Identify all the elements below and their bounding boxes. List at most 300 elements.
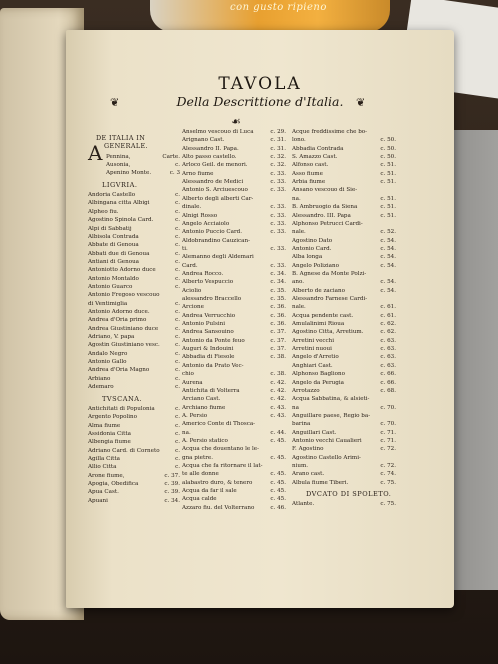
entry-name: Asso fiume	[292, 170, 323, 177]
entry-name: Ademaro	[88, 384, 114, 391]
entry-name: Alessandro Farnese Cardi-	[292, 296, 368, 302]
index-entry	[182, 270, 286, 278]
section-heading: TVSCANA.	[102, 394, 143, 403]
entry-name: Antonio da Prato Vec-	[182, 362, 244, 369]
entry-name: Albisola Contrada	[88, 233, 139, 240]
entry-page-ref: c. 36.	[270, 304, 286, 311]
index-entry	[88, 383, 180, 391]
entry-name: Alemanno degli Aldemari	[182, 254, 254, 261]
entry-page-ref: c. 54.	[380, 245, 396, 252]
entry-page-ref: c.	[175, 359, 180, 366]
entry-page-ref: c.	[175, 342, 180, 349]
entry-name: Alma fiume	[88, 422, 121, 429]
entry-page-ref: c. 43.	[270, 404, 286, 411]
entry-name: Archiano fiume	[182, 404, 226, 411]
entry-name: Arretini vecchi	[292, 337, 335, 344]
entry-page-ref: c. 39.	[164, 489, 180, 496]
index-entry	[182, 228, 286, 236]
entry-name: Arbia fiume	[292, 179, 326, 186]
index-entry	[182, 412, 286, 420]
index-entry	[292, 379, 396, 387]
entry-name: Arrotazzo	[292, 387, 320, 394]
entry-name: Andrea Rocco.	[182, 270, 224, 277]
entry-page-ref: c.	[175, 350, 180, 357]
entry-page-ref: c. 50.	[380, 145, 396, 152]
entry-name: Angelo d'Arretio	[292, 354, 339, 361]
index-entry	[182, 161, 286, 169]
entry-name: Amulalinimi Rioua	[292, 321, 345, 328]
entry-page-ref: c. 52.	[380, 229, 396, 236]
index-entry	[292, 412, 396, 420]
entry-page-ref: c.	[175, 325, 180, 332]
index-entry	[182, 479, 286, 487]
entry-name: Atlante.	[292, 501, 315, 508]
index-entry	[292, 370, 396, 378]
entry-name: Antonio da Ponte feuo	[182, 337, 245, 344]
entry-name: Andrea Verrucchio	[182, 312, 236, 319]
entry-page-ref: c. 50.	[380, 154, 396, 161]
index-entry	[292, 278, 396, 286]
entry-page-ref: c.	[175, 208, 180, 215]
index-entry	[88, 455, 180, 463]
entry-name: Acque freddissime che bo-	[292, 129, 368, 135]
entry-name: alessandro Braccello	[182, 296, 242, 302]
entry-name: Antonio Montaldo	[88, 275, 139, 282]
entry-name: Andoria Castello	[88, 192, 136, 199]
entry-page-ref: c. 35.	[270, 296, 286, 302]
entry-name: Antonio Puccio Card.	[182, 229, 243, 236]
index-entry	[88, 275, 180, 283]
index-entry	[88, 430, 180, 438]
index-entry	[182, 379, 286, 387]
index-entry	[182, 136, 286, 144]
entry-name: lono.	[292, 137, 306, 144]
index-entry	[292, 178, 396, 186]
entry-page-ref: c.	[175, 367, 180, 374]
index-entry	[88, 153, 180, 161]
entry-page-ref: c. 62.	[380, 329, 396, 336]
entry-name: Apuani	[88, 497, 108, 504]
entry-name: Ansano vescouo di Sie-	[292, 187, 358, 194]
entry-name: Antiani di Genoua	[88, 258, 140, 265]
index-entry	[182, 220, 286, 228]
page-title: TAVOLA	[218, 74, 302, 94]
entry-page-ref: c. 61.	[380, 304, 396, 311]
entry-name: Alessandro II. Papa.	[182, 145, 239, 152]
entry-name: Apenino Monte.	[106, 170, 152, 177]
entry-name: Acqua da far il sale	[182, 488, 237, 495]
entry-page-ref: c.	[175, 192, 180, 199]
entry-page-ref: c. 63.	[380, 362, 396, 369]
index-entry	[182, 395, 286, 403]
entry-page-ref: c. 33.	[270, 179, 286, 186]
snack-bag-text: con gusto ripieno	[230, 2, 327, 13]
entry-name: Allio Citta	[88, 464, 117, 471]
index-entry	[292, 270, 396, 278]
entry-page-ref: c. 66.	[380, 371, 396, 378]
entry-page-ref: c. 33.	[270, 245, 286, 252]
index-entry	[88, 250, 180, 258]
index-entry	[292, 420, 396, 428]
entry-name: Acqua che douentano le le-	[182, 446, 259, 453]
entry-page-ref: c. 33.	[270, 220, 286, 227]
entry-name: Antonio vecchi Caualieri	[292, 437, 362, 444]
index-entry	[292, 287, 396, 295]
entry-name: Arciano Cast.	[182, 396, 221, 403]
entry-name: Alpheo fiu.	[88, 208, 119, 215]
index-entry	[182, 237, 286, 245]
entry-page-ref: c. 39.	[164, 481, 180, 487]
entry-page-ref: c. 71.	[380, 429, 396, 436]
index-entry	[88, 447, 180, 455]
entry-name: Albingana citta Albigi	[88, 200, 150, 207]
entry-name: Ausonia,	[106, 162, 131, 169]
index-entry	[292, 295, 396, 303]
index-entry	[182, 487, 286, 495]
entry-page-ref: c.	[175, 447, 180, 454]
index-entry	[182, 203, 286, 211]
index-entry	[88, 283, 180, 291]
entry-name: B. Ambruogio da Siena	[292, 204, 358, 211]
entry-name: barina	[292, 421, 311, 428]
entry-page-ref: c. 37.	[270, 346, 286, 353]
entry-name: Angelo Acciaiolo	[182, 220, 230, 227]
index-entry	[182, 186, 286, 194]
entry-name: Albengia fiume	[88, 439, 131, 446]
index-entry	[182, 362, 286, 370]
entry-page-ref: c. 71.	[380, 437, 396, 444]
index-entry	[88, 350, 180, 358]
entry-page-ref: c. 72.	[380, 463, 396, 469]
index-entry	[88, 316, 180, 324]
entry-page-ref: c. 34.	[270, 279, 286, 286]
entry-page-ref: c.	[175, 375, 180, 382]
index-entry	[292, 462, 396, 470]
entry-page-ref: c. 45.	[270, 496, 286, 503]
index-entry	[182, 212, 286, 220]
entry-page-ref: c.	[175, 405, 180, 412]
entry-page-ref: c. 37.	[164, 472, 180, 479]
entry-page-ref: c. 54.	[380, 237, 396, 244]
entry-name: Aciolio	[182, 287, 202, 294]
entry-name: Antonio Card.	[292, 245, 332, 252]
entry-page-ref: c.	[175, 200, 180, 207]
index-entry	[182, 495, 286, 503]
index-entry	[88, 266, 180, 274]
entry-name: Angelo da Perugia	[292, 379, 344, 386]
section-heading: LIGVRIA.	[102, 180, 138, 189]
entry-page-ref: c.	[175, 430, 180, 437]
index-entry	[182, 462, 286, 470]
index-entry	[182, 170, 286, 178]
entry-page-ref: c.	[175, 422, 180, 429]
entry-page-ref: c. 61.	[380, 312, 396, 319]
entry-page-ref: c.	[175, 242, 180, 249]
entry-name: Andalo Negro	[88, 350, 128, 357]
entry-name: Antonio Adorno duce.	[88, 309, 150, 315]
entry-page-ref: c.	[175, 258, 180, 265]
index-entry	[182, 287, 286, 295]
index-entry	[88, 325, 180, 333]
index-entry	[182, 504, 286, 512]
entry-page-ref: c.	[175, 414, 180, 421]
entry-name: Adriano Card. di Corneto	[88, 447, 160, 454]
index-entry	[292, 136, 396, 144]
entry-page-ref: c. 63.	[380, 346, 396, 353]
entry-page-ref: c.	[175, 225, 180, 232]
entry-name: Andrea Sansouino	[182, 329, 234, 336]
fleuron-center-icon: ☙	[231, 115, 241, 128]
entry-name: Aurena	[182, 379, 203, 386]
entry-page-ref: c.	[175, 300, 180, 307]
section-heading: DVCATO DI SPOLETO.	[306, 490, 392, 499]
entry-page-ref: c. 54.	[380, 279, 396, 286]
entry-page-ref: c. 43.	[270, 412, 286, 419]
entry-name: Alto passo castello.	[182, 154, 237, 161]
index-entry	[292, 445, 396, 453]
entry-page-ref: c. 33.	[270, 170, 286, 177]
entry-name: Alphonso Petrucci Cardi-	[292, 220, 363, 227]
entry-name: na	[292, 404, 299, 411]
index-entry	[292, 479, 396, 487]
entry-name: Aldobrandino Cauzican-	[182, 237, 251, 244]
entry-name: Andrea d'Oria Magno	[88, 367, 150, 374]
index-entry	[292, 128, 396, 136]
entry-page-ref: c. 3	[169, 170, 180, 177]
entry-name: Antoniotto Adorno duce	[88, 267, 156, 274]
entry-page-ref: c.	[175, 275, 180, 282]
entry-page-ref: c. 63.	[380, 354, 396, 361]
entry-page-ref: c. 36.	[270, 312, 286, 319]
index-entry	[88, 169, 180, 177]
entry-name: Andrea d'Oria primo	[88, 317, 147, 324]
entry-page-ref: c.	[175, 334, 180, 341]
index-entry	[182, 128, 286, 136]
entry-page-ref: c. 36.	[270, 321, 286, 328]
entry-name: Alphonso Bagliono	[292, 371, 345, 378]
entry-name: ti.	[182, 245, 188, 252]
entry-name: Alberto degli alberti Car-	[182, 195, 254, 202]
entry-page-ref: c. 63.	[380, 337, 396, 344]
entry-name: Antonio S. Arciuescouo	[182, 187, 248, 194]
index-entry	[292, 387, 396, 395]
entry-page-ref: c.	[175, 162, 180, 169]
index-entry	[88, 233, 180, 241]
entry-name: Argento Popolino	[88, 414, 138, 421]
entry-name: Arno fiume	[182, 170, 214, 177]
index-entry	[182, 454, 286, 462]
index-entry	[292, 228, 396, 236]
entry-page-ref: c. 45.	[270, 488, 286, 495]
entry-page-ref: c. 45.	[270, 437, 286, 444]
entry-name: Apogia, Obedifica	[88, 481, 139, 487]
entry-name: Arano cast.	[292, 471, 325, 478]
entry-page-ref: c. 33.	[270, 262, 286, 269]
index-entry	[88, 199, 180, 207]
entry-page-ref: c. 38.	[270, 354, 286, 361]
index-entry	[88, 413, 180, 421]
entry-page-ref: c. 51.	[380, 179, 396, 186]
entry-name: nale.	[292, 229, 306, 236]
entry-name: alabastro duro, & tenero	[182, 479, 253, 486]
index-entry	[182, 245, 286, 253]
entry-name: nale.	[292, 304, 306, 311]
entry-name: Agostino Citta, Arretium.	[292, 329, 364, 336]
entry-name: B. Agnese da Monte Polzi-	[292, 270, 367, 277]
index-entry	[88, 191, 180, 199]
index-entry	[182, 195, 286, 203]
index-entry	[88, 216, 180, 224]
entry-name: Alnigi Rosso	[182, 212, 218, 219]
entry-page-ref: c. 31.	[270, 145, 286, 152]
entry-page-ref: c.	[175, 283, 180, 290]
index-entry	[292, 220, 396, 228]
index-entry	[182, 253, 286, 261]
entry-name: chio	[182, 371, 194, 378]
entry-name: Albula fiume Tiberi.	[292, 479, 349, 486]
entry-name: Acqua che fa ritornare il lat-	[182, 463, 263, 469]
entry-page-ref: c.	[175, 439, 180, 446]
entry-name: te alle donne	[182, 471, 219, 478]
index-entry	[292, 153, 396, 161]
entry-name: Andrea Giustiniano duce	[88, 325, 159, 332]
entry-page-ref: c.	[175, 455, 180, 462]
entry-page-ref: c. 35.	[270, 287, 286, 294]
entry-name: Arbiano	[88, 375, 111, 382]
index-entry	[88, 480, 180, 488]
entry-name: Antonio Pulsini	[182, 321, 226, 328]
entry-name: dinale.	[182, 204, 202, 211]
entry-page-ref: c. 38.	[270, 371, 286, 378]
entry-page-ref: c. 51.	[380, 212, 396, 219]
entry-name: Anguillari Cast.	[292, 429, 337, 436]
index-entry	[292, 470, 396, 478]
entry-name: Americo Conte di Thosca-	[182, 421, 256, 428]
entry-page-ref: c. 37.	[270, 337, 286, 344]
entry-page-ref: c. 32.	[270, 162, 286, 169]
entry-page-ref: c. 45.	[270, 471, 286, 478]
index-entry	[182, 303, 286, 311]
index-entry	[88, 341, 180, 349]
entry-page-ref: c.	[175, 317, 180, 324]
entry-page-ref: c. 29.	[270, 129, 286, 135]
entry-page-ref: c. 46.	[270, 504, 286, 511]
entry-page-ref: c. 31.	[270, 137, 286, 144]
index-entry	[292, 337, 396, 345]
index-entry	[88, 291, 180, 299]
entry-name: Arignano Cast.	[182, 137, 225, 144]
entry-name: Acqua calde	[182, 496, 217, 503]
entry-page-ref: c. 33.	[270, 187, 286, 194]
index-entry	[292, 345, 396, 353]
index-entry	[182, 445, 286, 453]
entry-name: Abbadia Contrada	[292, 145, 344, 152]
index-entry	[88, 225, 180, 233]
entry-name: nium.	[292, 463, 309, 469]
index-entry	[88, 208, 180, 216]
index-entry	[292, 404, 396, 412]
entry-page-ref: c. 45.	[270, 454, 286, 461]
index-entry	[182, 404, 286, 412]
entry-name: Agilla Citta	[88, 455, 121, 462]
entry-name: Adriano, V. papa	[88, 334, 135, 341]
entry-name: ano.	[292, 279, 304, 286]
index-entry	[88, 333, 180, 341]
entry-page-ref: c. 37.	[270, 329, 286, 336]
entry-page-ref: c. 42.	[270, 396, 286, 403]
entry-name: Agostino Spinola Card.	[88, 217, 154, 224]
index-entry	[88, 241, 180, 249]
entry-page-ref: c.	[175, 233, 180, 240]
entry-page-ref: c.	[175, 309, 180, 315]
index-entry	[292, 170, 396, 178]
index-entry	[292, 245, 396, 253]
index-entry	[88, 405, 180, 413]
index-entry	[292, 395, 396, 403]
entry-name: na.	[292, 195, 301, 202]
index-entry	[88, 422, 180, 430]
index-entry	[88, 375, 180, 383]
index-entry	[88, 463, 180, 471]
entry-name: Card.	[182, 262, 198, 269]
index-entry	[88, 497, 180, 505]
entry-name: Antonio Gallo	[88, 359, 127, 366]
index-entry	[182, 278, 286, 286]
entry-page-ref: c.	[175, 384, 180, 391]
index-entry	[88, 438, 180, 446]
index-entry	[292, 237, 396, 245]
entry-name: Arretini nuoui	[292, 346, 332, 353]
entry-page-ref: c. 51.	[380, 170, 396, 177]
entry-name: F. Agostino	[292, 446, 324, 453]
entry-name: Antichitati di Populonia	[88, 405, 155, 412]
index-entry	[182, 370, 286, 378]
entry-page-ref: c. 54.	[380, 262, 396, 269]
entry-name: na.	[182, 429, 191, 436]
entry-name: Alba longa	[292, 254, 323, 261]
index-entry	[182, 320, 286, 328]
entry-name: Acqua Sabbatina, & alsieti-	[292, 396, 370, 403]
index-entry	[292, 195, 396, 203]
entry-name: Arone fiume,	[88, 472, 125, 479]
entry-name: Assidonia Citta	[88, 430, 131, 437]
entry-page-ref: c. 72.	[380, 446, 396, 453]
index-entry	[88, 300, 180, 308]
index-entry	[182, 153, 286, 161]
index-entry	[292, 320, 396, 328]
entry-page-ref: c. 45.	[270, 479, 286, 486]
index-entry	[292, 328, 396, 336]
entry-page-ref: c. 62.	[380, 321, 396, 328]
index-entry	[182, 353, 286, 361]
entry-page-ref: c.	[175, 464, 180, 471]
entry-page-ref: c. 33.	[270, 212, 286, 219]
entry-name: Antonio Guarco	[88, 283, 133, 290]
entry-page-ref: c. 51.	[380, 195, 396, 202]
entry-page-ref: c. 66.	[380, 379, 396, 386]
fleuron-left-icon: ❦	[110, 96, 120, 109]
index-entry	[182, 328, 286, 336]
entry-name: Abbati due di Genoua	[88, 250, 150, 257]
entry-name: Arcione	[182, 304, 204, 311]
entry-name: Angelo Poliziano	[292, 262, 339, 269]
entry-name: Antichita di Volterra	[182, 387, 240, 394]
book-page	[66, 30, 454, 608]
index-entry	[182, 345, 286, 353]
index-entry	[182, 387, 286, 395]
entry-page-ref: c. 54.	[380, 287, 396, 294]
entry-name: Alessandro. III. Papa	[292, 212, 351, 219]
